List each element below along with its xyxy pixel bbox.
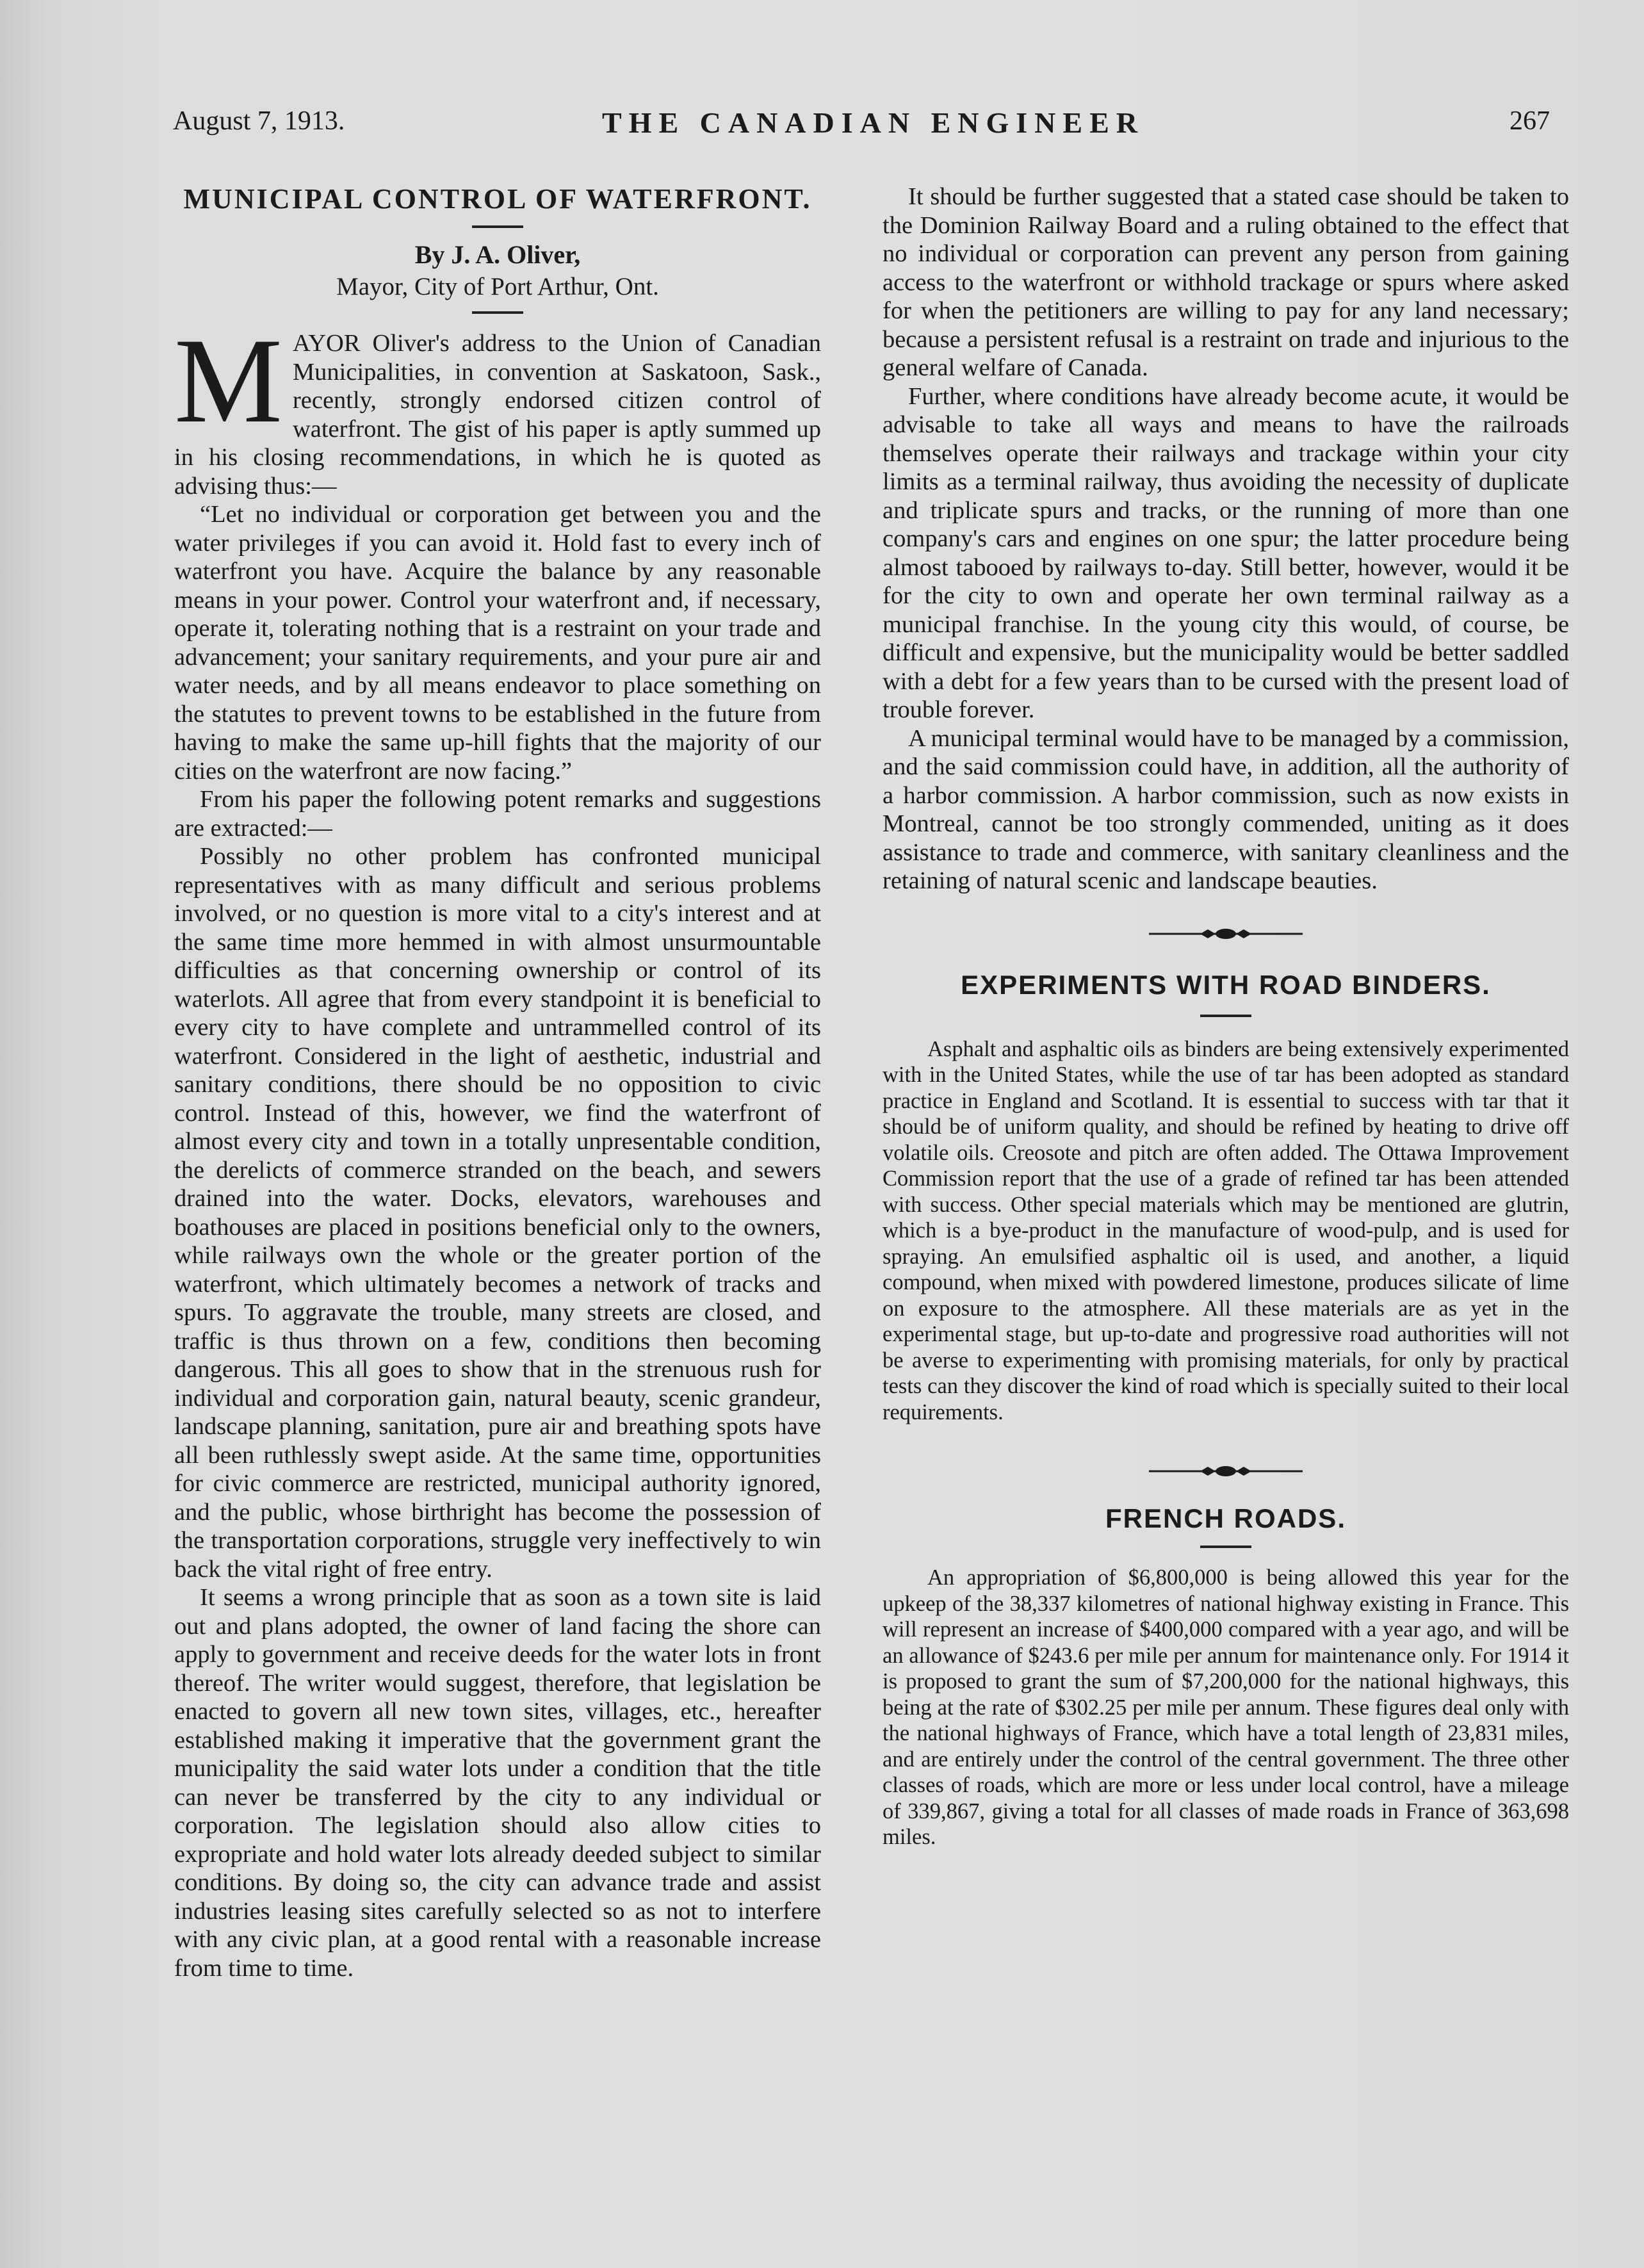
intro-text: AYOR Oliver's address to the Union of Canadian Municipalities, in convention at Saskatoon, Sask., recently, strongly endorsed citizen control of waterfront. The gist of his paper is aptly summed up in his closing recommendations, in which he is quoted as advising thus:— bbox=[174, 330, 821, 500]
article-text: An appropriation of $6,800,000 is being allowed this year for the upkeep of the 38,337 kilometres of national highway existing in France. This will represent an increase of $400,000 compared with a year ago, and will be an allowance of $243.6 per mile per annum for maintenance only. For 1914 it is proposed to grant the sum of $7,200,000 for the national highways, this being at the rate of $302.25 per mile per annum. These figures deal only with the national highways of France, which have a total length of 23,831 miles, and are entirely under the control of the central government. The three other classes of roads, which are more or less under local control, have a mileage of 339,867, giving a total for all classes of made roads in France of 363,698 miles. bbox=[883, 1565, 1569, 1849]
title-rule bbox=[1200, 1015, 1251, 1017]
byline: By J. A. Oliver, bbox=[414, 240, 581, 269]
title-rule bbox=[1200, 1546, 1251, 1548]
article-title: MUNICIPAL CONTROL OF WATERFRONT. bbox=[183, 183, 812, 215]
running-header bbox=[173, 106, 1550, 151]
quoted-recommendations: “Let no individual or corporation get between you and the water privileges if you can avoid it. Hold fast to every inch of waterfront you have. Acquire the balance by any reasonable means in your power. Control your waterfront and, if necessary, operate it, tolerating nothing that is a restraint on your trade and advancement; your sanitary requirements, and your pure air and water needs, and by all means endeavor to place something on the statutes to prevent towns to be established in the future from having to make the same up-hill fights that the majority of our cities on the waterfront are now facing.” bbox=[174, 501, 821, 785]
paragraph: A municipal terminal would have to be managed by a commission, and the said commission could have, in addition, all the authority of a harbor commission. A harbor commission, such as now exists in Montreal, cannot be too strongly commended, uniting as it does assistance to trade and commerce, with sanitary cleanliness and the retaining of natural scenic and landscape beauties. bbox=[883, 724, 1569, 894]
ornament-divider-icon bbox=[1149, 1464, 1303, 1479]
byline-rule bbox=[472, 311, 523, 314]
drop-cap: M bbox=[174, 314, 282, 448]
ornament-divider-icon bbox=[1149, 926, 1303, 942]
paragraph: Possibly no other problem has confronted municipal representatives with as many difficult and serious problems involved, or no question is more vital to a city's interest and at the same time more hemmed in with almost unsurmountable difficulties as that concerning ownership or control of its waterlots. All agree that from every standpoint it is beneficial to every city to have complete and untrammelled control of its waterfront. Considered in the light of aesthetic, industrial and sanitary conditions, there should be no opposition to civic control. Instead of this, however, we find the waterfront of almost every city and town in a totally unpresentable condition, the derelicts of commerce stranded on the beach, and sewers drained into the water. Docks, elevators, warehouses and boathouses are placed in positions beneficial only to the owners, while railways own the whole or the greater portion of the waterfront, which ultimately becomes a network of tracks and spurs. To aggravate the trouble, many streets are closed, and traffic is thus thrown on a few, conditions then becoming dangerous. This all goes to show that in the strenuous rush for individual and corporation gain, natural beauty, scenic grandeur, landscape planning, sanitation, pure air and breathing spots have all been ruthlessly swept aside. At the same time, opportunities for civic commerce are restricted, municipal authority ignored, and the public, whose birthright has become the possession of the transportation corporations, struggle very ineffectively to win back the vital right of free entry. bbox=[174, 843, 821, 1583]
header-date: August 7, 1913. bbox=[173, 106, 345, 136]
left-column bbox=[174, 183, 821, 1982]
paragraph: It should be further suggested that a stated case should be taken to the Dominion Railway Board and a ruling obtained to the effect that no individual or corporation can prevent any person from gaining access to the waterfront or withhold trackage or spurs where asked for when the petitioners are willing to pay for any land necessary; because a persistent refusal is a restraint on trade and injurious to the general welfare of Canada. bbox=[883, 183, 1569, 381]
publication-title: THE CANADIAN ENGINEER bbox=[602, 106, 1144, 139]
title-rule bbox=[472, 225, 523, 228]
paragraph: From his paper the following potent remarks and suggestions are extracted:— bbox=[174, 786, 821, 842]
article-title: EXPERIMENTS WITH ROAD BINDERS. bbox=[961, 969, 1491, 1000]
article-text: Asphalt and asphaltic oils as binders are being extensively experimented with in the United States, while the use of tar has been adopted as standard practice in England and Scotland. It is essential to success with tar that it should be of uniform quality, and should be refined by heating to drive off volatile oils. Creosote and pitch are often added. The Ottawa Improvement Commission report that the use of a grade of refined tar has been attended with success. Other special materials which may be mentioned are glutrin, which is a bye-product in the manufacture of wood-pulp, and is used for spraying. An emulsified asphaltic oil is used, and another, a liquid compound, when mixed with powdered limestone, produces silicate of lime on exposure to the atmosphere. All these materials are as yet in the experimental stage, but up-to-date and progressive road authorities will not be averse to experimenting with promising materials, for only by practical tests can they discover the kind of road which is specially suited to their local requirements. bbox=[883, 1036, 1569, 1424]
intro-paragraph bbox=[174, 314, 821, 500]
author-affiliation: Mayor, City of Port Arthur, Ont. bbox=[336, 273, 659, 300]
paragraph: Further, where conditions have already become acute, it would be advisable to take all ways and means to have the railroads themselves operate their railways and trackage within your city limits as a terminal railway, thus avoiding the necessity of duplicate and triplicate spurs and tracks, or the running of more than one company's cars and engines on one spur; the latter procedure being almost tabooed by railways to-day. Still better, however, would it be for the city to own and operate her own terminal railway as a municipal franchise. In the young city this would, of course, be difficult and expensive, but the municipality would be better saddled with a debt for a few years than to be cursed with the present load of trouble forever. bbox=[883, 382, 1569, 723]
right-column bbox=[883, 183, 1569, 1850]
article-title: FRENCH ROADS. bbox=[1105, 1503, 1346, 1533]
page-number: 267 bbox=[1510, 106, 1550, 136]
paragraph: It seems a wrong principle that as soon as a town site is laid out and plans adopted, the owner of land facing the shore can apply to government and receive deeds for the water lots in front thereof. The writer would suggest, therefore, that legislation be enacted to govern all new town sites, villages, etc., hereafter established making it imperative that the government grant the municipality the said water lots under a condition that the title can never be transferred by the city to any individual or corporation. The legislation should also allow cities to expropriate and hold water lots already deeded subject to similar conditions. By doing so, the city can advance trade and assist industries leasing sites carefully selected so as not to interfere with any civic plan, at a good rental with a reasonable increase from time to time. bbox=[174, 1584, 821, 1982]
